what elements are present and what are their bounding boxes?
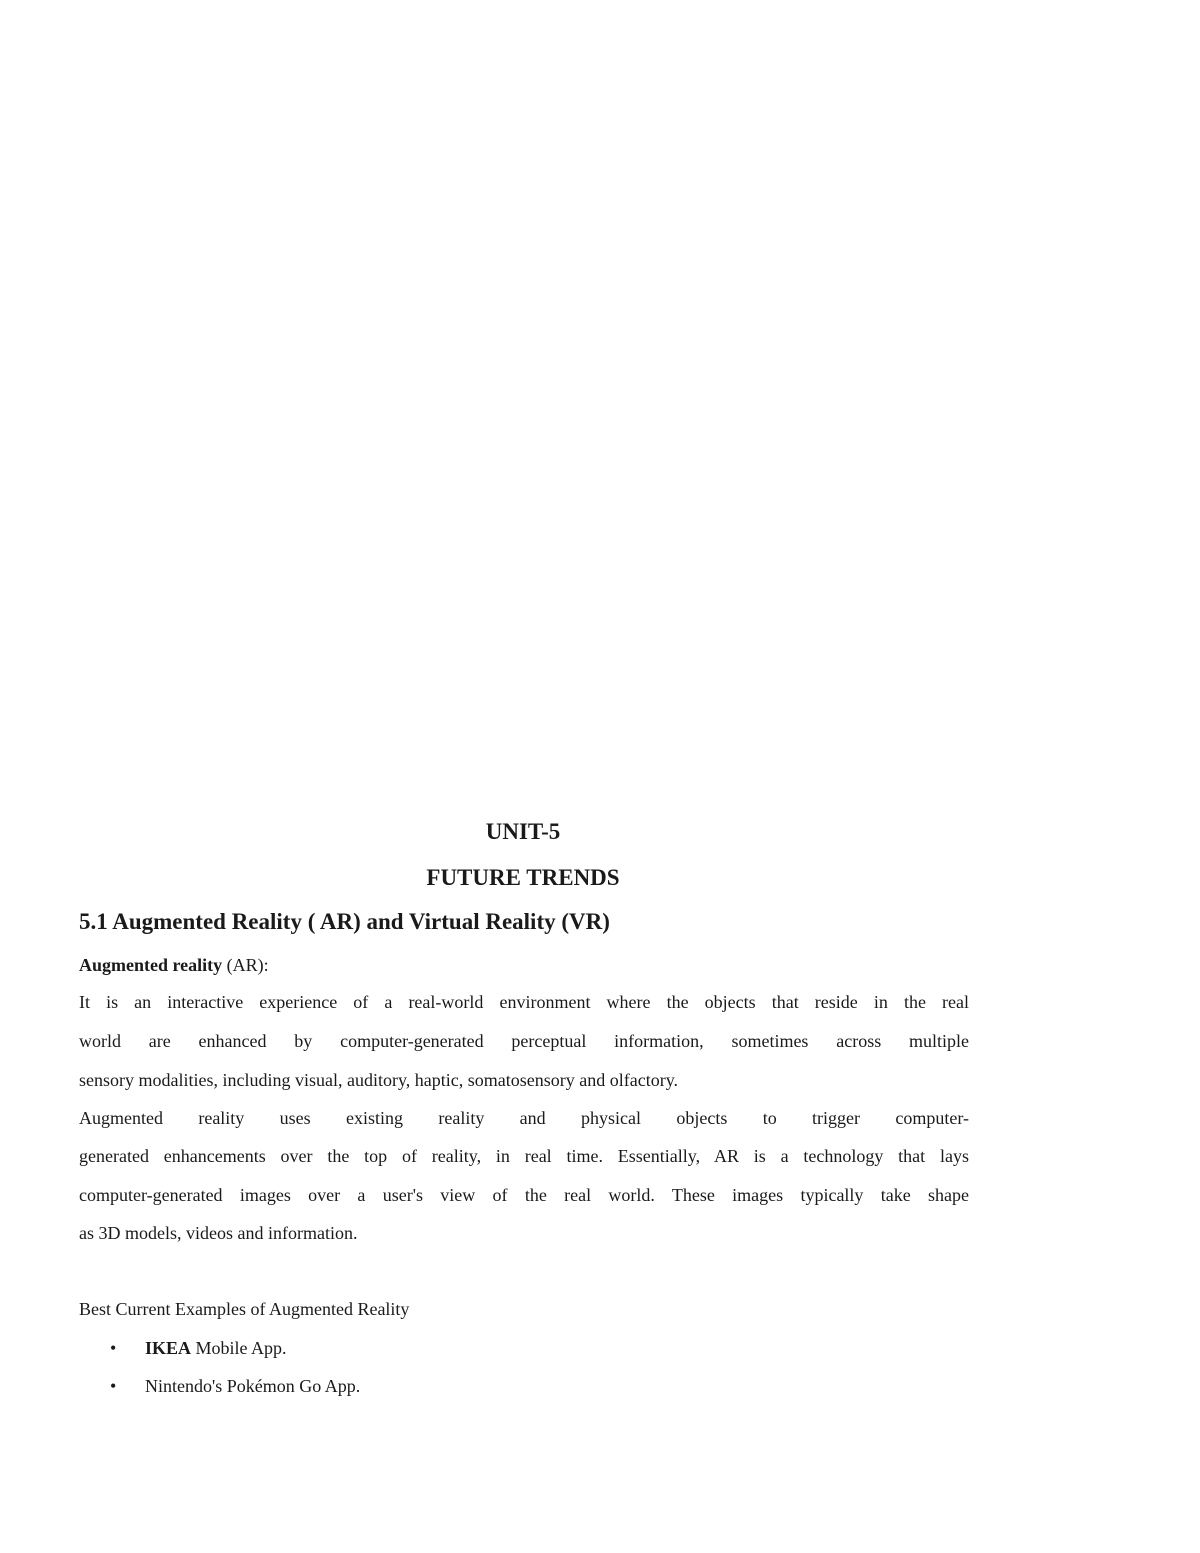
list-item-bold: IKEA — [145, 1338, 192, 1358]
sub-heading-bold: Augmented reality — [79, 955, 223, 975]
bullet-icon: • — [110, 1376, 117, 1396]
sub-heading — [79, 952, 269, 978]
paragraph2-line: Augmented reality uses existing reality and physical objects to trigger computer- — [79, 1108, 969, 1128]
list-item-text: Mobile App. — [191, 1338, 287, 1358]
paragraph2-line: generated enhancements over the top of reality, in real time. Essentially, AR is a technology that lays — [79, 1146, 969, 1166]
section-heading: 5.1 Augmented Reality ( AR) and Virtual Reality (VR) — [79, 909, 610, 934]
list-item — [110, 1336, 287, 1360]
paragraph1-line: world are enhanced by computer-generated perceptual information, sometimes across multiple — [79, 1031, 969, 1051]
sub-heading-rest: (AR): — [222, 955, 269, 975]
bullet-icon: • — [110, 1338, 117, 1358]
paragraph1-line: It is an interactive experience of a real-world environment where the objects that reside in the real — [79, 992, 969, 1012]
examples-heading: Best Current Examples of Augmented Reality — [79, 1299, 410, 1319]
unit-title: UNIT-5 — [485, 819, 561, 844]
paragraph2-line: as 3D models, videos and information. — [79, 1223, 358, 1243]
paragraph1-line: sensory modalities, including visual, auditory, haptic, somatosensory and olfactory. — [79, 1070, 679, 1090]
paragraph2-line: computer-generated images over a user's view of the real world. These images typically take shape — [79, 1185, 969, 1205]
list-item-text: Nintendo's Pokémon Go App. — [145, 1376, 361, 1396]
list-item — [110, 1374, 360, 1398]
unit-subtitle: FUTURE TRENDS — [426, 865, 620, 890]
